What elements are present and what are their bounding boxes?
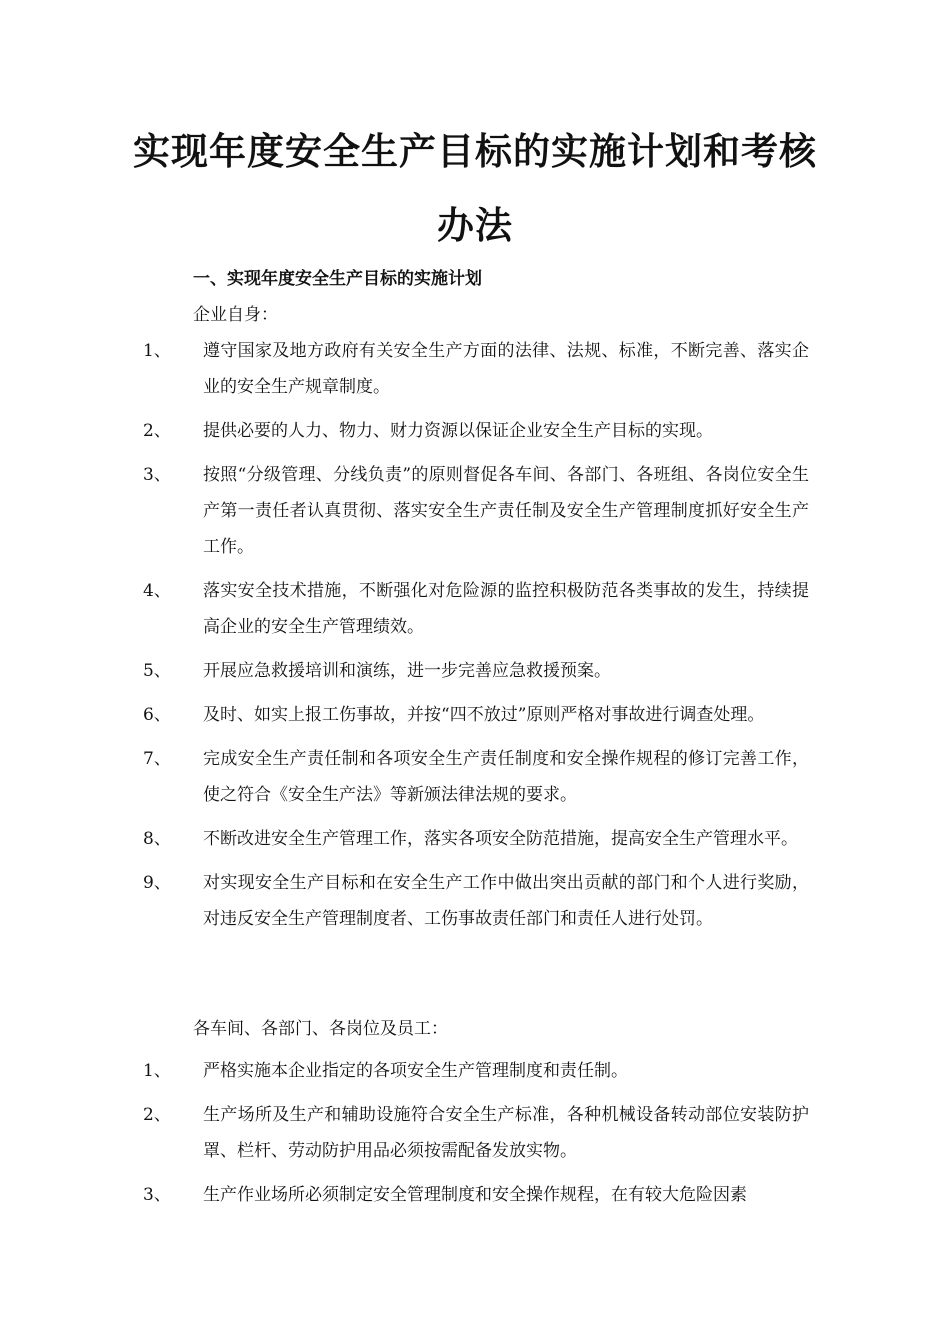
group-label-workshops: 各车间、各部门、各岗位及员工： <box>193 1019 448 1039</box>
item-text: 对实现安全生产目标和在安全生产工作中做出突出贡献的部门和个人进行奖励，对违反安全生产管理制度者、工伤事故责任部门和责任人进行处罚。 <box>203 873 809 929</box>
item-text: 生产作业场所必须制定安全管理制度和安全操作规程，在有较大危险因素 <box>203 1185 747 1205</box>
list-item <box>0 1177 950 1213</box>
item-number: 7、 <box>143 749 171 769</box>
item-text: 生产场所及生产和辅助设施符合安全生产标准，各种机械设备转动部位安装防护罩、栏杆、劳动防护用品必须按需配备发放实物。 <box>203 1105 809 1161</box>
list-item <box>0 821 950 857</box>
item-text: 开展应急救援培训和演练，进一步完善应急救援预案。 <box>203 661 611 681</box>
enterprise-item-list <box>0 333 950 945</box>
document-title-line-2: 办法 <box>437 203 513 247</box>
list-item <box>0 457 950 565</box>
section-heading: 一、实现年度安全生产目标的实施计划 <box>193 269 482 289</box>
item-text: 严格实施本企业指定的各项安全生产管理制度和责任制。 <box>203 1061 628 1081</box>
document-title-line-1: 实现年度安全生产目标的实施计划和考核 <box>133 129 817 173</box>
group-label-enterprise: 企业自身： <box>193 305 278 325</box>
item-text: 不断改进安全生产管理工作，落实各项安全防范措施，提高安全生产管理水平。 <box>203 829 798 849</box>
list-item <box>0 741 950 813</box>
item-number: 5、 <box>143 661 171 681</box>
item-number: 8、 <box>143 829 171 849</box>
list-item <box>0 865 950 937</box>
item-text: 遵守国家及地方政府有关安全生产方面的法律、法规、标准，不断完善、落实企业的安全生产规章制度。 <box>203 341 809 397</box>
item-number: 1、 <box>143 341 171 361</box>
workshop-item-list <box>0 1053 950 1221</box>
list-item <box>0 413 950 449</box>
item-number: 3、 <box>143 465 171 485</box>
item-number: 2、 <box>143 1105 171 1125</box>
item-text: 提供必要的人力、物力、财力资源以保证企业安全生产目标的实现。 <box>203 421 713 441</box>
list-item <box>0 1097 950 1169</box>
item-text: 落实安全技术措施，不断强化对危险源的监控积极防范各类事故的发生，持续提高企业的安全生产管理绩效。 <box>203 581 809 637</box>
list-item <box>0 573 950 645</box>
item-number: 1、 <box>143 1061 171 1081</box>
item-number: 9、 <box>143 873 171 893</box>
item-number: 4、 <box>143 581 171 601</box>
item-text: 完成安全生产责任制和各项安全生产责任制度和安全操作规程的修订完善工作，使之符合《安全生产法》等新颁法律法规的要求。 <box>203 749 809 805</box>
list-item <box>0 697 950 733</box>
list-item <box>0 653 950 689</box>
item-text: 及时、如实上报工伤事故，并按“四不放过”原则严格对事故进行调查处理。 <box>203 705 765 725</box>
item-number: 2、 <box>143 421 171 441</box>
item-number: 3、 <box>143 1185 171 1205</box>
list-item <box>0 333 950 405</box>
list-item <box>0 1053 950 1089</box>
item-number: 6、 <box>143 705 171 725</box>
item-text: 按照“分级管理、分线负责”的原则督促各车间、各部门、各班组、各岗位安全生产第一责任者认真贯彻、落实安全生产责任制及安全生产管理制度抓好安全生产工作。 <box>203 465 809 557</box>
